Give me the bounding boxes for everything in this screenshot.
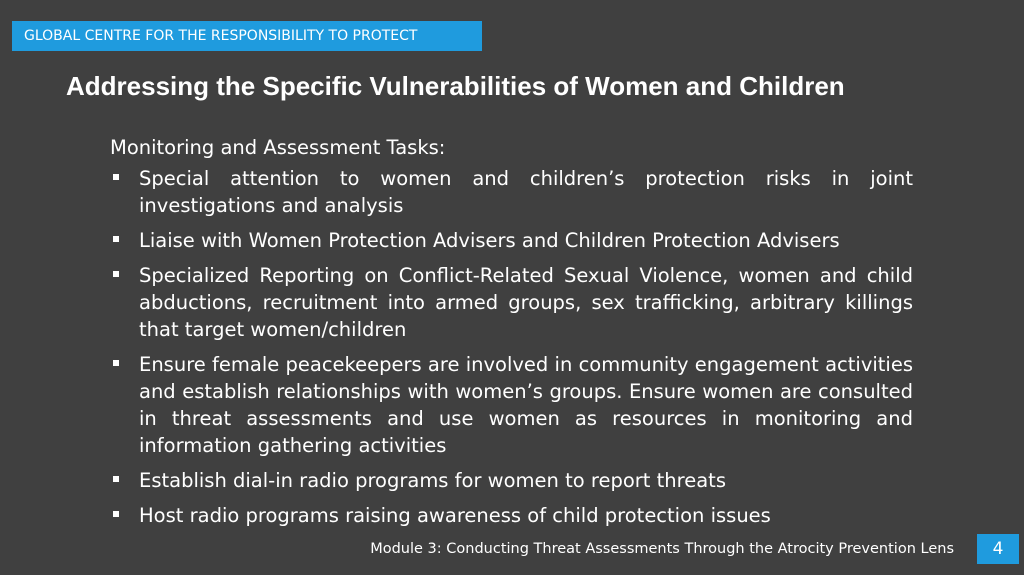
page-number-badge <box>977 534 1019 564</box>
list-item <box>110 227 913 254</box>
list-item <box>110 467 913 494</box>
organization-banner-text: GLOBAL CENTRE FOR THE RESPONSIBILITY TO PROTECT <box>24 28 418 44</box>
square-bullet-icon <box>113 511 119 517</box>
list-item <box>110 262 913 343</box>
list-item-text: Liaise with Women Protection Advisers and Children Protection Advisers <box>139 229 840 252</box>
list-item <box>110 502 913 529</box>
square-bullet-icon <box>113 236 119 242</box>
list-item <box>110 165 913 219</box>
section-intro: Monitoring and Assessment Tasks: <box>110 136 446 159</box>
module-footer: Module 3: Conducting Threat Assessments Through the Atrocity Prevention Lens <box>370 541 954 557</box>
task-list <box>110 165 913 529</box>
list-item-text: Ensure female peacekeepers are involved in community engagement activities and establish relationships with women’s groups. Ensure women are consulted in threat assessments and use women as resources in monitoring and information gathering activities <box>139 353 913 457</box>
square-bullet-icon <box>113 360 119 366</box>
square-bullet-icon <box>113 271 119 277</box>
page-number: 4 <box>992 539 1004 559</box>
square-bullet-icon <box>113 174 119 180</box>
slide-title: Addressing the Specific Vulnerabilities of Women and Children <box>66 71 845 101</box>
organization-banner <box>12 21 482 51</box>
square-bullet-icon <box>113 476 119 482</box>
list-item-text: Host radio programs raising awareness of child protection issues <box>139 504 771 527</box>
list-item-text: Special attention to women and children’s protection risks in joint investigations and analysis <box>139 167 913 217</box>
list-item <box>110 351 913 459</box>
list-item-text: Specialized Reporting on Conflict-Related Sexual Violence, women and child abductions, recruitment into armed groups, sex trafficking, arbitrary killings that target women/children <box>139 264 913 341</box>
slide-content <box>110 134 913 537</box>
list-item-text: Establish dial-in radio programs for women to report threats <box>139 469 726 492</box>
